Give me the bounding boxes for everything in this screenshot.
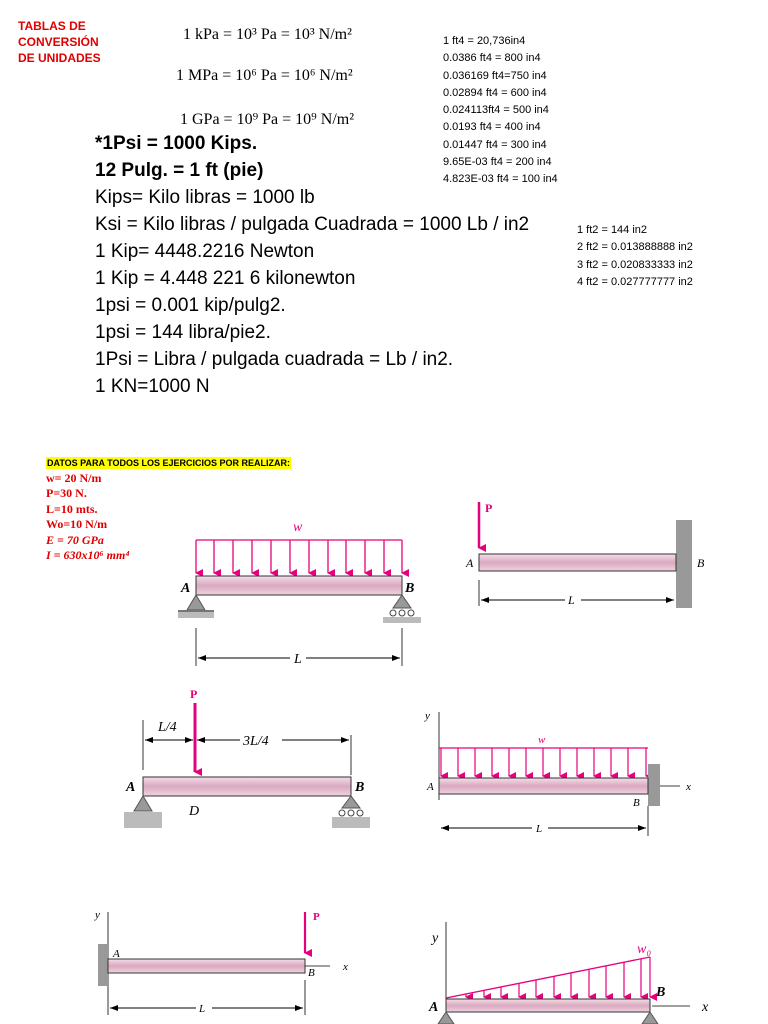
support-label-a: A	[113, 948, 120, 960]
diagram-cantilever-end-point-load	[94, 909, 348, 1015]
support-label-a: A	[427, 781, 434, 793]
exercise-data-line: Wo=10 N/m	[46, 517, 108, 531]
load-label: w₀	[637, 942, 652, 957]
support-label-a: A	[466, 556, 474, 570]
span-label: L	[568, 593, 575, 607]
ft4-row: 0.0193 ft4 = 400 in4	[443, 121, 541, 134]
conversion-line: 12 Pulg. = 1 ft (pie)	[95, 160, 264, 181]
ft2-row: 1 ft2 = 144 in2	[577, 224, 648, 236]
ft4-row: 1 ft4 = 20,736in4	[443, 35, 526, 47]
exercise-data-line: E = 70 GPa	[46, 532, 104, 547]
load-label: w	[538, 734, 546, 746]
support-label-a: A	[429, 1000, 439, 1015]
ft4-row: 0.01447 ft4 = 300 in4	[443, 138, 547, 151]
y-axis-label: y	[425, 710, 430, 722]
support-label-b: B	[355, 780, 365, 795]
diagram-cantilever-point-load	[465, 501, 705, 608]
ft2-row: 3 ft2 = 0.020833333 in2	[577, 258, 693, 271]
conversion-line: *1Psi = 1000 Kips.	[95, 133, 258, 154]
support-label-b: B	[697, 556, 705, 570]
x-axis-label: x	[343, 961, 348, 973]
exercise-data-line: I = 630x10⁶ mm⁴	[46, 548, 130, 562]
span-label: L	[536, 823, 543, 835]
ft4-row: 0.024113ft4 = 500 in4	[443, 104, 549, 117]
support-label-a: A	[181, 581, 191, 596]
support-label-b: B	[308, 967, 315, 979]
conversion-line: Kips= Kilo libras = 1000 lb	[95, 187, 315, 208]
y-axis-label: y	[95, 909, 100, 921]
ft4-row: 0.0386 ft4 = 800 in4	[443, 52, 541, 65]
span-label: L	[199, 1003, 206, 1015]
support-label-a: A	[126, 780, 136, 795]
conversion-line: 1 KN=1000 N	[95, 376, 210, 397]
ft4-row: 0.036169 ft4=750 in4	[443, 69, 547, 82]
formula-mpa: 1 MPa = 10⁶ Pa = 10⁶ N/m²	[176, 67, 353, 84]
load-label: w	[293, 520, 303, 535]
conversion-line: 1 Kip = 4.448 221 6 kilonewton	[95, 268, 356, 289]
formula-kpa: 1 kPa = 10³ Pa = 10³ N/m²	[183, 26, 352, 43]
y-axis-label: y	[432, 931, 439, 946]
ft4-row: 9.65E-03 ft4 = 200 in4	[443, 156, 552, 169]
title-line-3: DE UNIDADES	[18, 51, 101, 65]
formula-gpa: 1 GPa = 10⁹ Pa = 10⁹ N/m²	[180, 111, 354, 128]
ft2-row: 4 ft2 = 0.027777777 in2	[577, 275, 693, 288]
title-line-2: CONVERSIÓN	[18, 35, 99, 49]
exercise-data-line: P=30 N.	[46, 486, 87, 500]
diagram-simply-supported-uniform-load	[178, 520, 421, 667]
conversion-line: Ksi = Kilo libras / pulgada Cuadrada = 1000 Lb / in2	[95, 214, 530, 235]
x-axis-label: x	[702, 1000, 709, 1015]
exercise-data-title: DATOS PARA TODOS LOS EJERCICIOS POR REALIZAR:	[47, 458, 291, 468]
ft4-row: 0.02894 ft4 = 600 in4	[443, 86, 547, 99]
support-label-b: B	[405, 581, 415, 596]
ft2-row: 2 ft2 = 0.013888888 in2	[577, 241, 693, 254]
diagram-cantilever-uniform-load	[424, 710, 691, 836]
conversion-line: 1Psi = Libra / pulgada cuadrada = Lb / in2.	[95, 349, 454, 370]
title-line-1: TABLAS DE	[18, 19, 86, 33]
segment-label-1: L/4	[158, 720, 177, 735]
exercise-data-line: w= 20 N/m	[46, 470, 102, 485]
span-label: L	[294, 652, 302, 667]
exercise-data-line: L=10 mts.	[46, 501, 98, 516]
diagram-simply-supported-point-load	[124, 687, 370, 828]
support-label-b: B	[656, 985, 666, 1000]
conversion-line: 1 Kip= 4448.2216 Newton	[95, 241, 315, 262]
conversion-line: 1psi = 0.001 kip/pulg2.	[95, 295, 286, 316]
conversion-line: 1psi = 144 libra/pie2.	[95, 322, 271, 343]
diagram-simply-supported-triangular-load	[428, 922, 709, 1024]
ft4-row: 4.823E-03 ft4 = 100 in4	[443, 173, 558, 186]
support-label-b: B	[633, 797, 640, 809]
load-label: P	[190, 687, 198, 701]
segment-label-2: 3L/4	[243, 734, 269, 749]
point-label-d: D	[189, 804, 200, 819]
x-axis-label: x	[686, 781, 691, 793]
load-label: P	[313, 911, 320, 923]
load-label: P	[485, 501, 493, 515]
